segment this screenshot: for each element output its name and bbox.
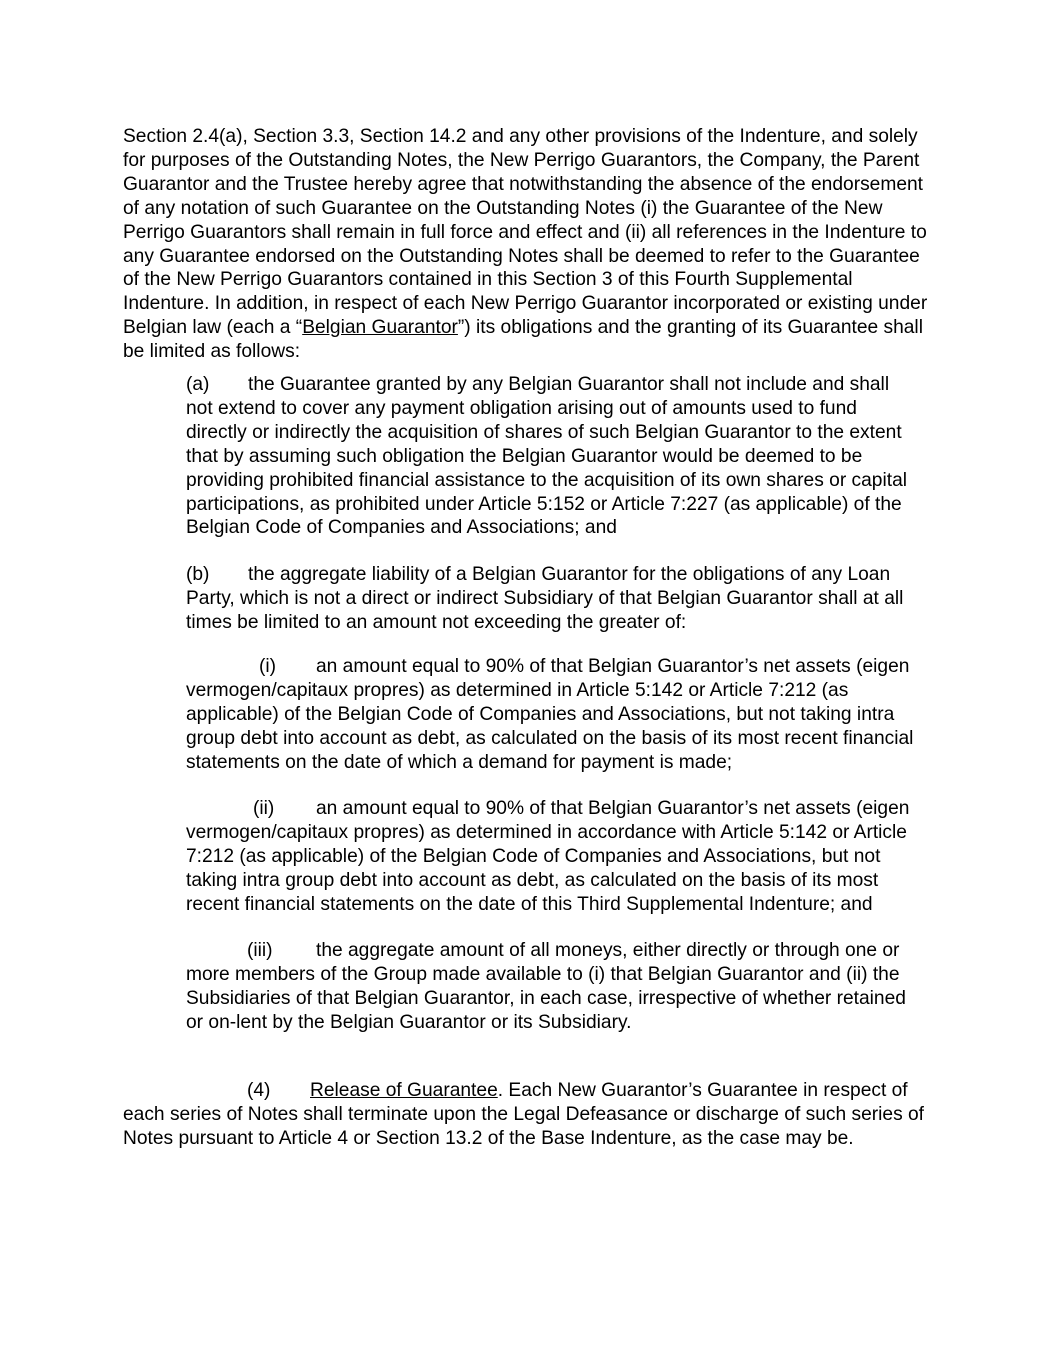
subclause-i-label: (i) <box>259 656 277 677</box>
section-4-label: (4) <box>247 1080 271 1101</box>
subclause-iii <box>186 939 928 1035</box>
subclause-i-text: an amount equal to 90% of that Belgian Guarantor’s net assets (eigen vermogen/capitaux propres) as determined in Article 5:142 or Article 7:212 (as applicable) of the Belgian Code of Companies and Associations, but not taking intra group debt into account as debt, as calculated on the basis of its most recent financial statements on the date of which a demand for payment is made; <box>186 656 914 773</box>
section-4-release-of-guarantee <box>123 1079 933 1151</box>
subclause-iii-text: the aggregate amount of all moneys, either directly or through one or more members of the Group made available to (i) that Belgian Guarantor and (ii) the Subsidiaries of that Belgian Guarantor, in each case, irrespective of whether retained or on-lent by the Belgian Guarantor or its Subsidiary. <box>186 940 906 1033</box>
subclause-ii <box>186 797 928 917</box>
clause-a-label: (a) <box>186 374 210 395</box>
clause-a-text: the Guarantee granted by any Belgian Guarantor shall not include and shall not extend to cover any payment obligation arising out of amounts used to fund directly or indirectly the acquisition of shares of such Belgian Guarantor to the extent that by assuming such obligation the Belgian Guarantor would be deemed to be providing prohibited financial assistance to the acquisition of its own shares or capital participations, as prohibited under Article 5:152 or Article 7:227 (as applicable) of the Belgian Code of Companies and Associations; and <box>186 374 908 539</box>
subclause-iii-label: (iii) <box>247 940 273 961</box>
section-4-heading: Release of Guarantee <box>310 1080 498 1101</box>
intro-text-before: Section 2.4(a), Section 3.3, Section 14.2 and any other provisions of the Indenture, and solely for purposes of the Outstanding Notes, the New Perrigo Guarantors, the Company, the Parent Guarantor and the Trustee hereby agree that notwithstanding the absence of the endorsement of any notation of such Guarantee on the Outstanding Notes (i) the Guarantee of the New Perrigo Guarantors shall remain in full force and effect and (ii) all references in the Indenture to any Guarantee endorsed on the Outstanding Notes shall be deemed to refer to the Guarantee of the New Perrigo Guarantors contained in this Section 3 of this Fourth Supplemental Indenture. In addition, in respect of each New Perrigo Guarantor incorporated or existing under Belgian law (each a “ <box>123 126 928 339</box>
clause-a <box>186 373 916 540</box>
clause-b-text: the aggregate liability of a Belgian Guarantor for the obligations of any Loan Party, which is not a direct or indirect Subsidiary of that Belgian Guarantor shall at all times be limited to an amount not exceeding the greater of: <box>186 564 904 633</box>
clause-b-label: (b) <box>186 564 210 585</box>
subclause-i <box>186 655 928 775</box>
subclause-ii-text: an amount equal to 90% of that Belgian Guarantor’s net assets (eigen vermogen/capitaux propres) as determined in accordance with Article 5:142 or Article 7:212 (as applicable) of the Belgian Code of Companies and Associations, but not taking intra group debt into account as debt, as calculated on the basis of its most recent financial statements on the date of this Third Supplemental Indenture; and <box>186 798 910 915</box>
clause-b <box>186 563 916 635</box>
intro-paragraph <box>123 125 928 364</box>
intro-text-after: ”) its obligations and the granting of its Guarantee shall be limited as follows: <box>123 317 923 363</box>
subclause-ii-label: (ii) <box>253 798 275 819</box>
section-4-text: . Each New Guarantor’s Guarantee in respect of each series of Notes shall terminate upon the Legal Defeasance or discharge of such series of Notes pursuant to Article 4 or Section 13.2 of the Base Indenture, as the case may be. <box>123 1080 925 1149</box>
belgian-guarantor-defined-term: Belgian Guarantor <box>302 317 458 339</box>
